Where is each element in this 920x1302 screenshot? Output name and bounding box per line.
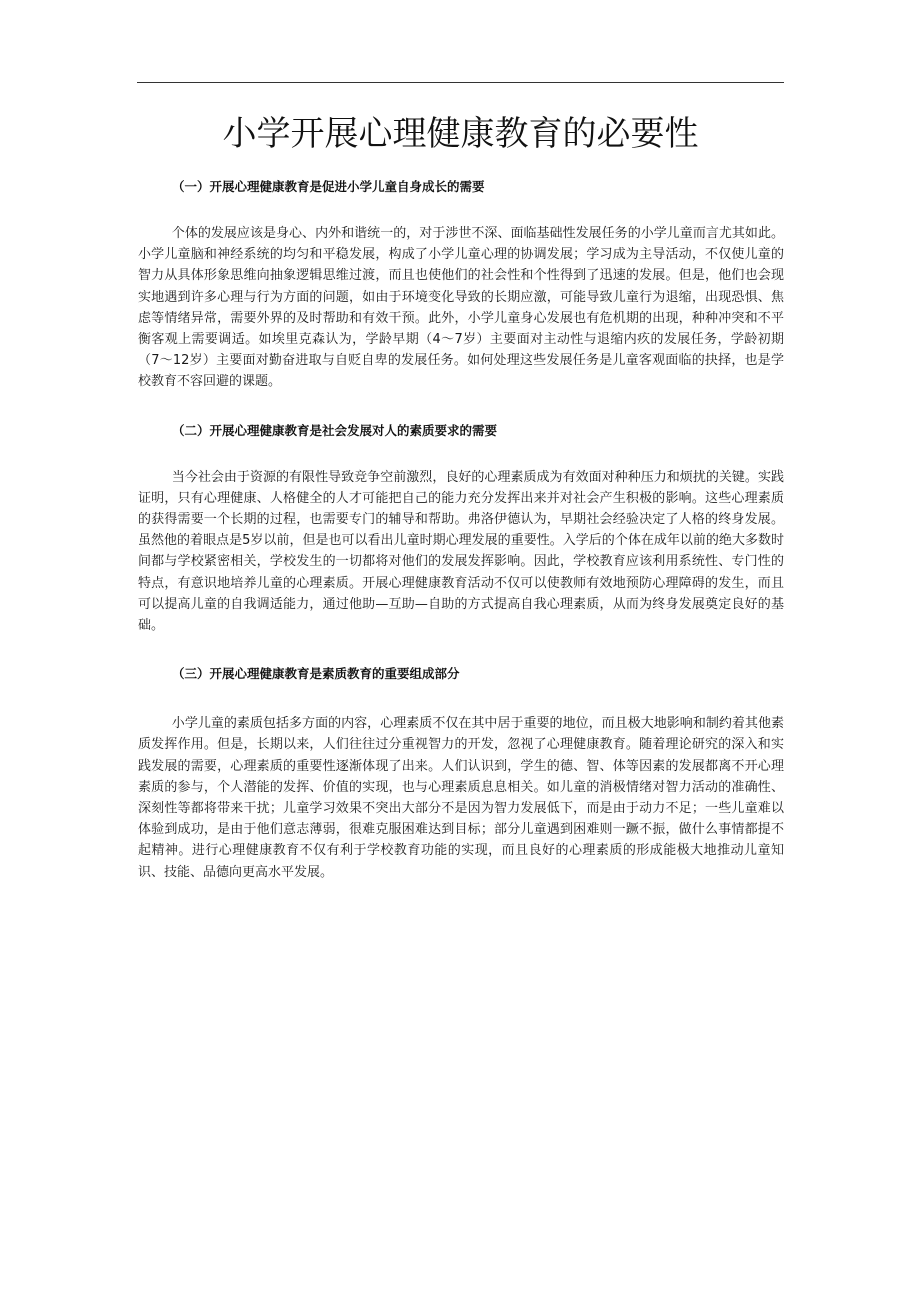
spacer: [138, 393, 784, 420]
section-3-paragraph: 小学儿童的素质包括多方面的内容，心理素质不仅在其中居于重要的地位，而且极大地影响和制约着其他素质发挥作用。但是，长期以来，人们往往过分重视智力的开发，忽视了心理健康教育。随着理论研究的深入和实践发展的需要，心理素质的重要性逐渐体现了出来。人们认识到，学生的德、智、体等因素的发展都离不开心理素质的参与，个人潜能的发挥、价值的实现，也与心理素质息息相关。如儿童的消极情绪对智力活动的准确性、深刻性等都将带来干扰；儿童学习效果不突出大部分不是因为智力发展低下，而是由于动力不足；一些儿童难以体验到成功，是由于他们意志薄弱，很难克服困难达到目标；部分儿童遇到困难则一蹶不振，做什么事情都提不起精神。进行心理健康教育不仅有利于学校教育功能的实现，而且良好的心理素质的形成能极大地推动儿童知识、技能、品德向更高水平发展。: [138, 716, 784, 880]
section-1-paragraph: 个体的发展应该是身心、内外和谐统一的，对于涉世不深、面临基础性发展任务的小学儿童而言尤其如此。小学儿童脑和神经系统的均匀和平稳发展，构成了小学儿童心理的协调发展；学习成为主导活动，不仅使儿童的智力从具体形象思维向抽象逻辑思维过渡，而且也使他们的社会性和个性得到了迅速的发展。但是，他们也会现实地遇到许多心理与行为方面的问题，如由于环境变化导致的长期应激，可能导致儿童行为退缩，出现恐惧、焦虑等情绪异常，需要外界的及时帮助和有效干预。此外，小学儿童身心发展也有危机期的出现，种种冲突和不平衡客观上需要调适。如埃里克森认为，学龄早期（4～7岁）主要面对主动性与退缩内疚的发展任务，学龄初期（7～12岁）主要面对勤奋进取与自贬自卑的发展任务。如何处理这些发展任务是儿童客观面临的抉择，也是学校教育不容回避的课题。: [138, 226, 784, 390]
spacer: [138, 685, 784, 713]
section-2-paragraph: 当今社会由于资源的有限性导致竞争空前激烈，良好的心理素质成为有效面对种种压力和烦扰的关键。实践证明，只有心理健康、人格健全的人才可能把自己的能力充分发挥出来并对社会产生积极的影响。这些心理素质的获得需要一个长期的过程，也需要专门的辅导和帮助。弗洛伊德认为，早期社会经验决定了人格的终身发展。虽然他的着眼点是5岁以前，但是也可以看出儿童时期心理发展的重要性。入学后的个体在成年以前的绝大多数时间都与学校紧密相关，学校发生的一切都将对他们的发展发挥影响。因此，学校教育应该利用系统性、专门性的特点，有意识地培养儿童的心理素质。开展心理健康教育活动不仅可以使教师有效地预防心理障碍的发生，而且可以提高儿童的自我调适能力，通过他助—互助—自助的方式提高自我心理素质，从而为终身发展奠定良好的基础。: [138, 469, 784, 634]
document-title: 小学开展心理健康教育的必要性: [222, 114, 699, 154]
spacer: [138, 636, 784, 663]
document-body: [138, 176, 784, 883]
spacer: [138, 442, 784, 467]
section-1-heading: （一）开展心理健康教育是促进小学儿童自身成长的需要: [172, 179, 485, 194]
section-2-heading: （二）开展心理健康教育是社会发展对人的素质要求的需要: [172, 422, 498, 438]
header-rule: [137, 82, 784, 83]
spacer: [138, 198, 784, 223]
section-3-heading: （三）开展心理健康教育是素质教育的重要组成部分: [172, 666, 460, 682]
